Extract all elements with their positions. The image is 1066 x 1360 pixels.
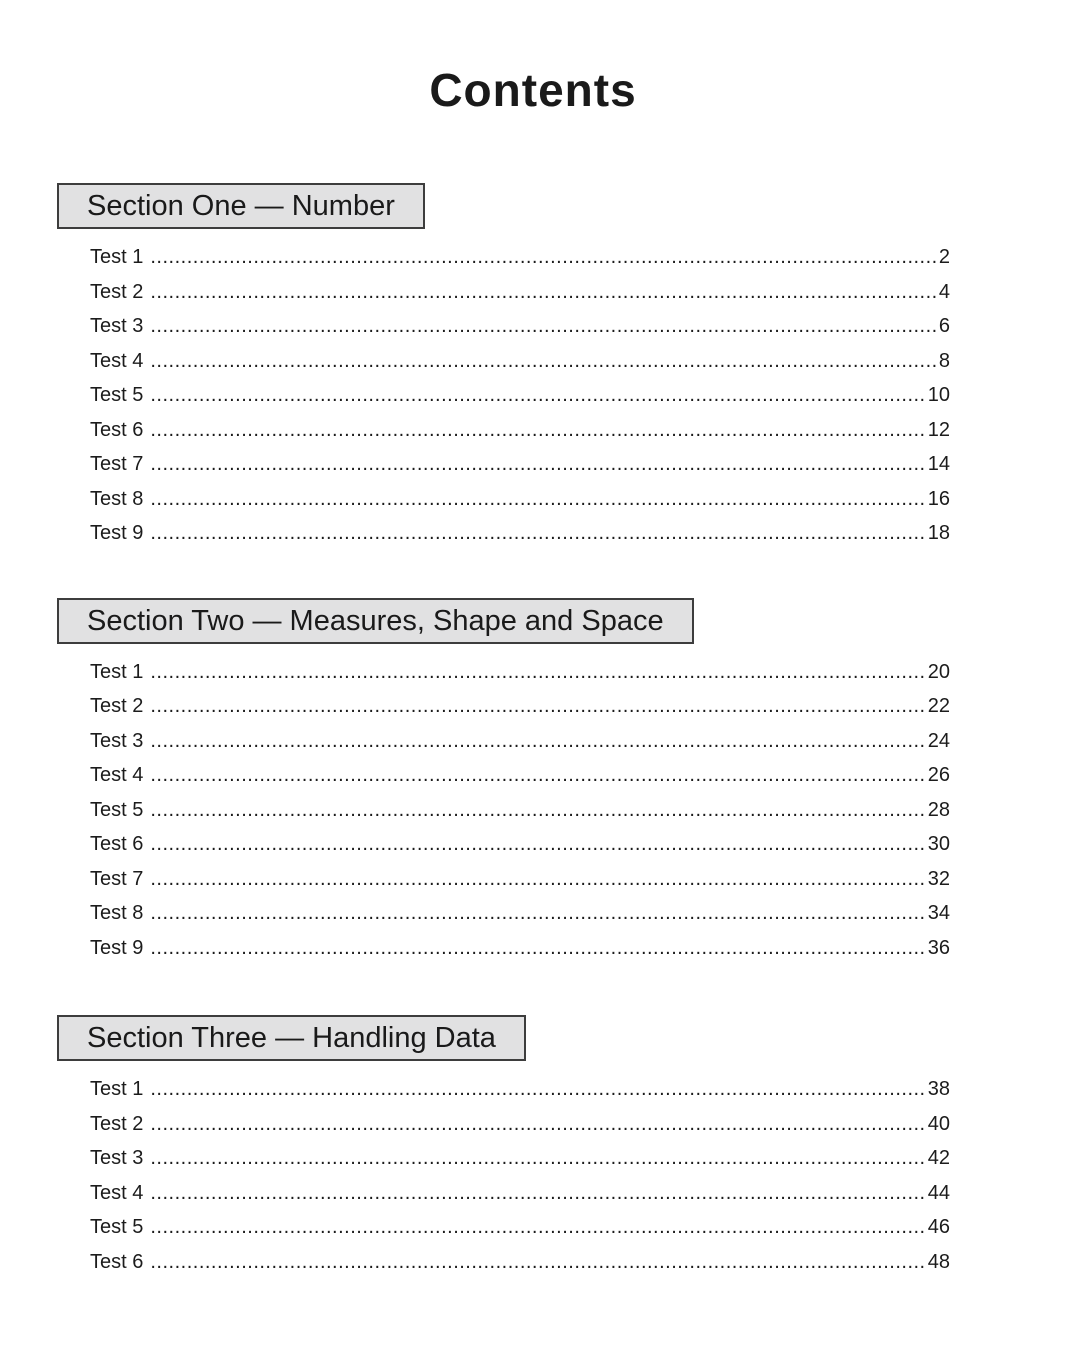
toc-entry [90, 275, 950, 310]
toc-entry-label: Test 3 [90, 1147, 144, 1169]
toc-entry-page: 10 [927, 384, 950, 406]
dotted-leader [150, 378, 924, 413]
toc-entry [90, 344, 950, 379]
toc-entry-label: Test 1 [90, 1078, 144, 1100]
section-one-title: Section One — Number [87, 190, 395, 222]
toc-entry [90, 931, 950, 966]
toc-entry-page: 22 [927, 695, 950, 717]
toc-entry-label: Test 2 [90, 695, 144, 717]
section-one-entries [90, 240, 950, 551]
toc-entry-label: Test 3 [90, 729, 144, 752]
section-three [57, 965, 1009, 1279]
toc-entry [90, 689, 950, 724]
toc-entry [90, 1141, 950, 1176]
dotted-leader [150, 516, 924, 551]
toc-entry-page: 4 [938, 280, 950, 303]
section-three-entries [90, 1072, 950, 1279]
toc-entry-page: 38 [927, 1078, 950, 1100]
toc-entry [90, 655, 950, 690]
dotted-leader [150, 240, 936, 275]
toc-entry [90, 862, 950, 897]
section-three-header-box [57, 1015, 526, 1061]
toc-entry [90, 1107, 950, 1142]
toc-entry-page: 6 [938, 315, 950, 337]
toc-entry-label: Test 5 [90, 384, 144, 406]
dotted-leader [150, 309, 936, 344]
toc-entry-label: Test 4 [90, 1181, 144, 1204]
toc-entry-page: 26 [927, 764, 950, 786]
dotted-leader [150, 793, 924, 828]
toc-entry-page: 40 [927, 1112, 950, 1135]
toc-entry [90, 240, 950, 275]
toc-entry-page: 8 [938, 349, 950, 372]
dotted-leader [150, 447, 924, 482]
toc-entry-label: Test 7 [90, 867, 144, 890]
toc-entry [90, 482, 950, 517]
toc-entry [90, 516, 950, 551]
toc-entry-label: Test 6 [90, 418, 144, 441]
section-two-entries [90, 655, 950, 966]
toc-entry-page: 32 [927, 867, 950, 890]
section-two-header-box [57, 598, 694, 644]
toc-entry [90, 447, 950, 482]
toc-entry-label: Test 2 [90, 1112, 144, 1135]
toc-entry-label: Test 8 [90, 487, 144, 510]
toc-entry-page: 30 [927, 833, 950, 855]
toc-entry-label: Test 7 [90, 453, 144, 475]
dotted-leader [150, 862, 924, 897]
toc-entry-page: 36 [927, 936, 950, 959]
dotted-leader [150, 413, 924, 448]
toc-entry-label: Test 2 [90, 280, 144, 303]
dotted-leader [150, 275, 936, 310]
toc-entry [90, 758, 950, 793]
toc-entry-page: 12 [927, 418, 950, 441]
toc-entry-label: Test 3 [90, 315, 144, 337]
toc-entry-label: Test 6 [90, 833, 144, 855]
toc-entry [90, 1210, 950, 1245]
dotted-leader [150, 1210, 924, 1245]
section-one [57, 114, 1009, 551]
section-two [57, 551, 1009, 966]
toc-entry-page: 46 [927, 1216, 950, 1238]
toc-entry-label: Test 5 [90, 1216, 144, 1238]
toc-entry [90, 309, 950, 344]
toc-entry-page: 20 [927, 660, 950, 683]
dotted-leader [150, 1072, 924, 1107]
section-two-title: Section Two — Measures, Shape and Space [87, 604, 664, 637]
toc-entry-page: 24 [927, 729, 950, 752]
dotted-leader [150, 482, 924, 517]
toc-entry-page: 18 [927, 522, 950, 544]
dotted-leader [150, 758, 924, 793]
toc-entry-page: 42 [927, 1147, 950, 1169]
toc-entry-label: Test 4 [90, 349, 144, 372]
toc-entry [90, 724, 950, 759]
toc-entry-page: 44 [927, 1181, 950, 1204]
toc-entry-label: Test 5 [90, 798, 144, 821]
toc-entry [90, 896, 950, 931]
toc-entry-label: Test 1 [90, 660, 144, 683]
toc-entry-page: 2 [938, 246, 950, 268]
toc-entry-label: Test 9 [90, 522, 144, 544]
section-three-title: Section Three — Handling Data [87, 1022, 496, 1054]
toc-entry [90, 1245, 950, 1280]
toc-entry-page: 14 [927, 453, 950, 475]
dotted-leader [150, 724, 924, 759]
toc-entry-page: 16 [927, 487, 950, 510]
dotted-leader [150, 896, 924, 931]
dotted-leader [150, 689, 924, 724]
toc-entry [90, 378, 950, 413]
toc-entry-page: 48 [927, 1250, 950, 1273]
toc-entry-label: Test 8 [90, 902, 144, 924]
dotted-leader [150, 1141, 924, 1176]
toc-entry-label: Test 9 [90, 936, 144, 959]
page-title: Contents [429, 64, 637, 116]
toc-entry-label: Test 1 [90, 246, 144, 268]
toc-entry-page: 28 [927, 798, 950, 821]
dotted-leader [150, 655, 924, 690]
dotted-leader [150, 1245, 924, 1280]
toc-entry-label: Test 4 [90, 764, 144, 786]
dotted-leader [150, 827, 924, 862]
dotted-leader [150, 1107, 924, 1142]
toc-entry-page: 34 [927, 902, 950, 924]
dotted-leader [150, 1176, 924, 1211]
dotted-leader [150, 931, 924, 966]
toc-entry [90, 1072, 950, 1107]
dotted-leader [150, 344, 936, 379]
toc-entry [90, 413, 950, 448]
toc-entry [90, 793, 950, 828]
toc-entry [90, 827, 950, 862]
toc-entry-label: Test 6 [90, 1250, 144, 1273]
section-one-header-box [57, 183, 425, 229]
toc-entry [90, 1176, 950, 1211]
